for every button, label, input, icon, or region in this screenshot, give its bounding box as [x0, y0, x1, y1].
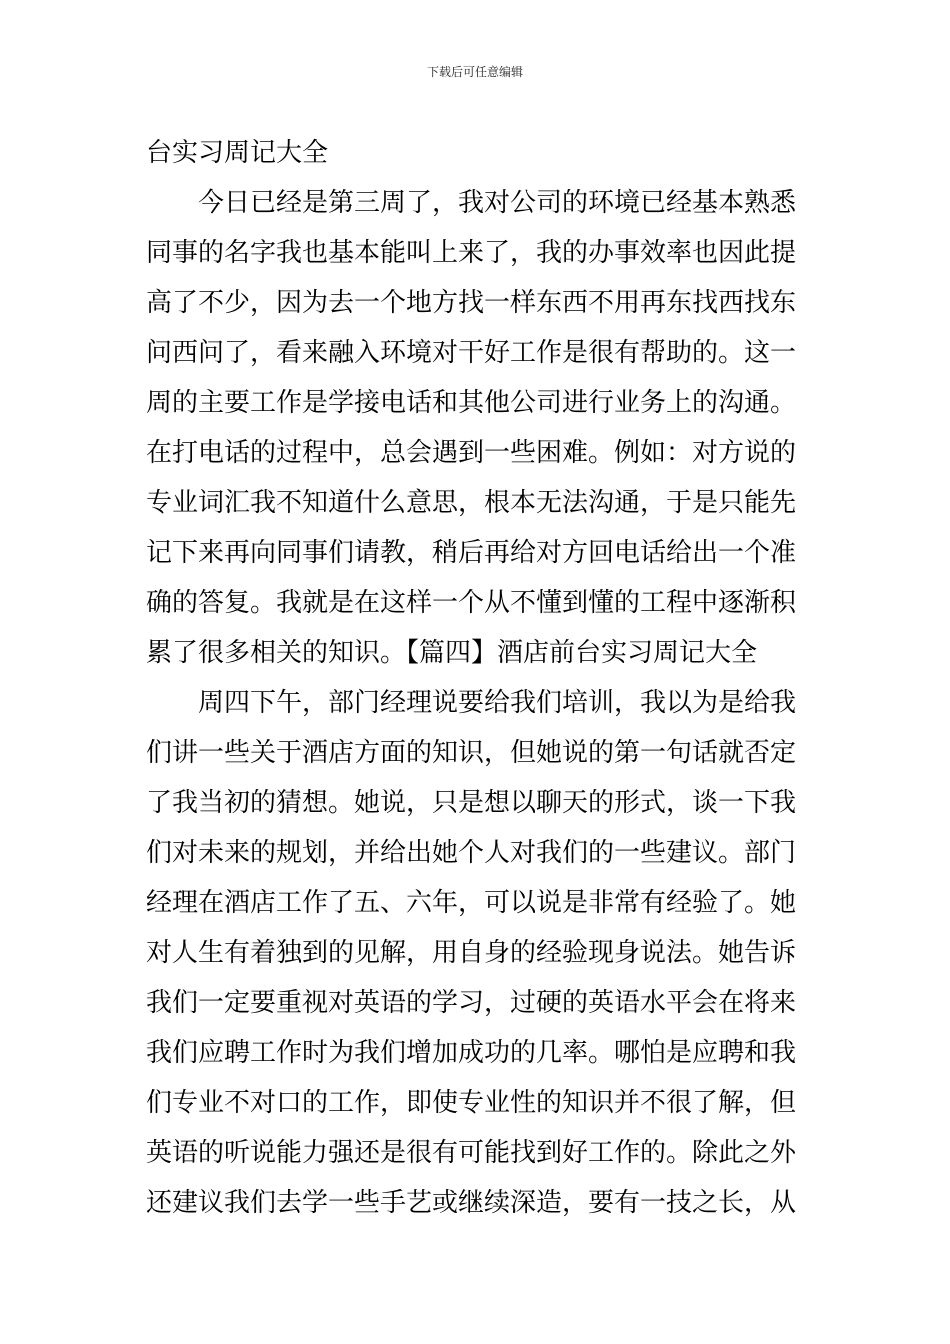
- text-line: 高了不少，因为去一个地方找一样东西不用再东找西找东: [146, 288, 797, 318]
- text-line: 我们一定要重视对英语的学习，过硬的英语水平会在将来: [146, 988, 797, 1018]
- text-line: 对人生有着独到的见解，用自身的经验现身说法。她告诉: [146, 938, 797, 968]
- text-line: 确的答复。我就是在这样一个从不懂到懂的工程中逐渐积: [146, 588, 797, 618]
- text-line: 还建议我们去学一些手艺或继续深造，要有一技之长，从: [146, 1188, 797, 1218]
- text-line: 了我当初的猜想。她说，只是想以聊天的形式，谈一下我: [146, 788, 797, 818]
- text-line: 英语的听说能力强还是很有可能找到好工作的。除此之外: [146, 1138, 797, 1168]
- document-body: [146, 128, 811, 1228]
- text-line: 同事的名字我也基本能叫上来了，我的办事效率也因此提: [146, 238, 797, 268]
- text-line: 经理在酒店工作了五、六年，可以说是非常有经验了。她: [146, 888, 797, 918]
- text-line: 问西问了，看来融入环境对干好工作是很有帮助的。这一: [146, 338, 797, 368]
- text-line: 专业词汇我不知道什么意思，根本无法沟通，于是只能先: [146, 488, 797, 518]
- paragraph-start-line: 今日已经是第三周了，我对公司的环境已经基本熟悉: [198, 188, 797, 218]
- text-line: 累了很多相关的知识。【篇四】酒店前台实习周记大全: [146, 638, 758, 668]
- text-line: 我们应聘工作时为我们增加成功的几率。哪怕是应聘和我: [146, 1038, 797, 1068]
- text-line: 们对未来的规划，并给出她个人对我们的一些建议。部门: [146, 838, 797, 868]
- text-line: 们专业不对口的工作，即使专业性的知识并不很了解，但: [146, 1088, 797, 1118]
- text-line: 们讲一些关于酒店方面的知识，但她说的第一句话就否定: [146, 738, 797, 768]
- paragraph-start-line: 周四下午，部门经理说要给我们培训，我以为是给我: [198, 688, 797, 718]
- page-header: 下载后可任意编辑: [426, 65, 523, 79]
- text-line: 记下来再向同事们请教，稍后再给对方回电话给出一个准: [146, 538, 797, 568]
- text-line: 台实习周记大全: [146, 138, 329, 168]
- text-line: 在打电话的过程中，总会遇到一些困难。例如：对方说的: [146, 438, 797, 468]
- text-line: 周的主要工作是学接电话和其他公司进行业务上的沟通。: [146, 388, 797, 418]
